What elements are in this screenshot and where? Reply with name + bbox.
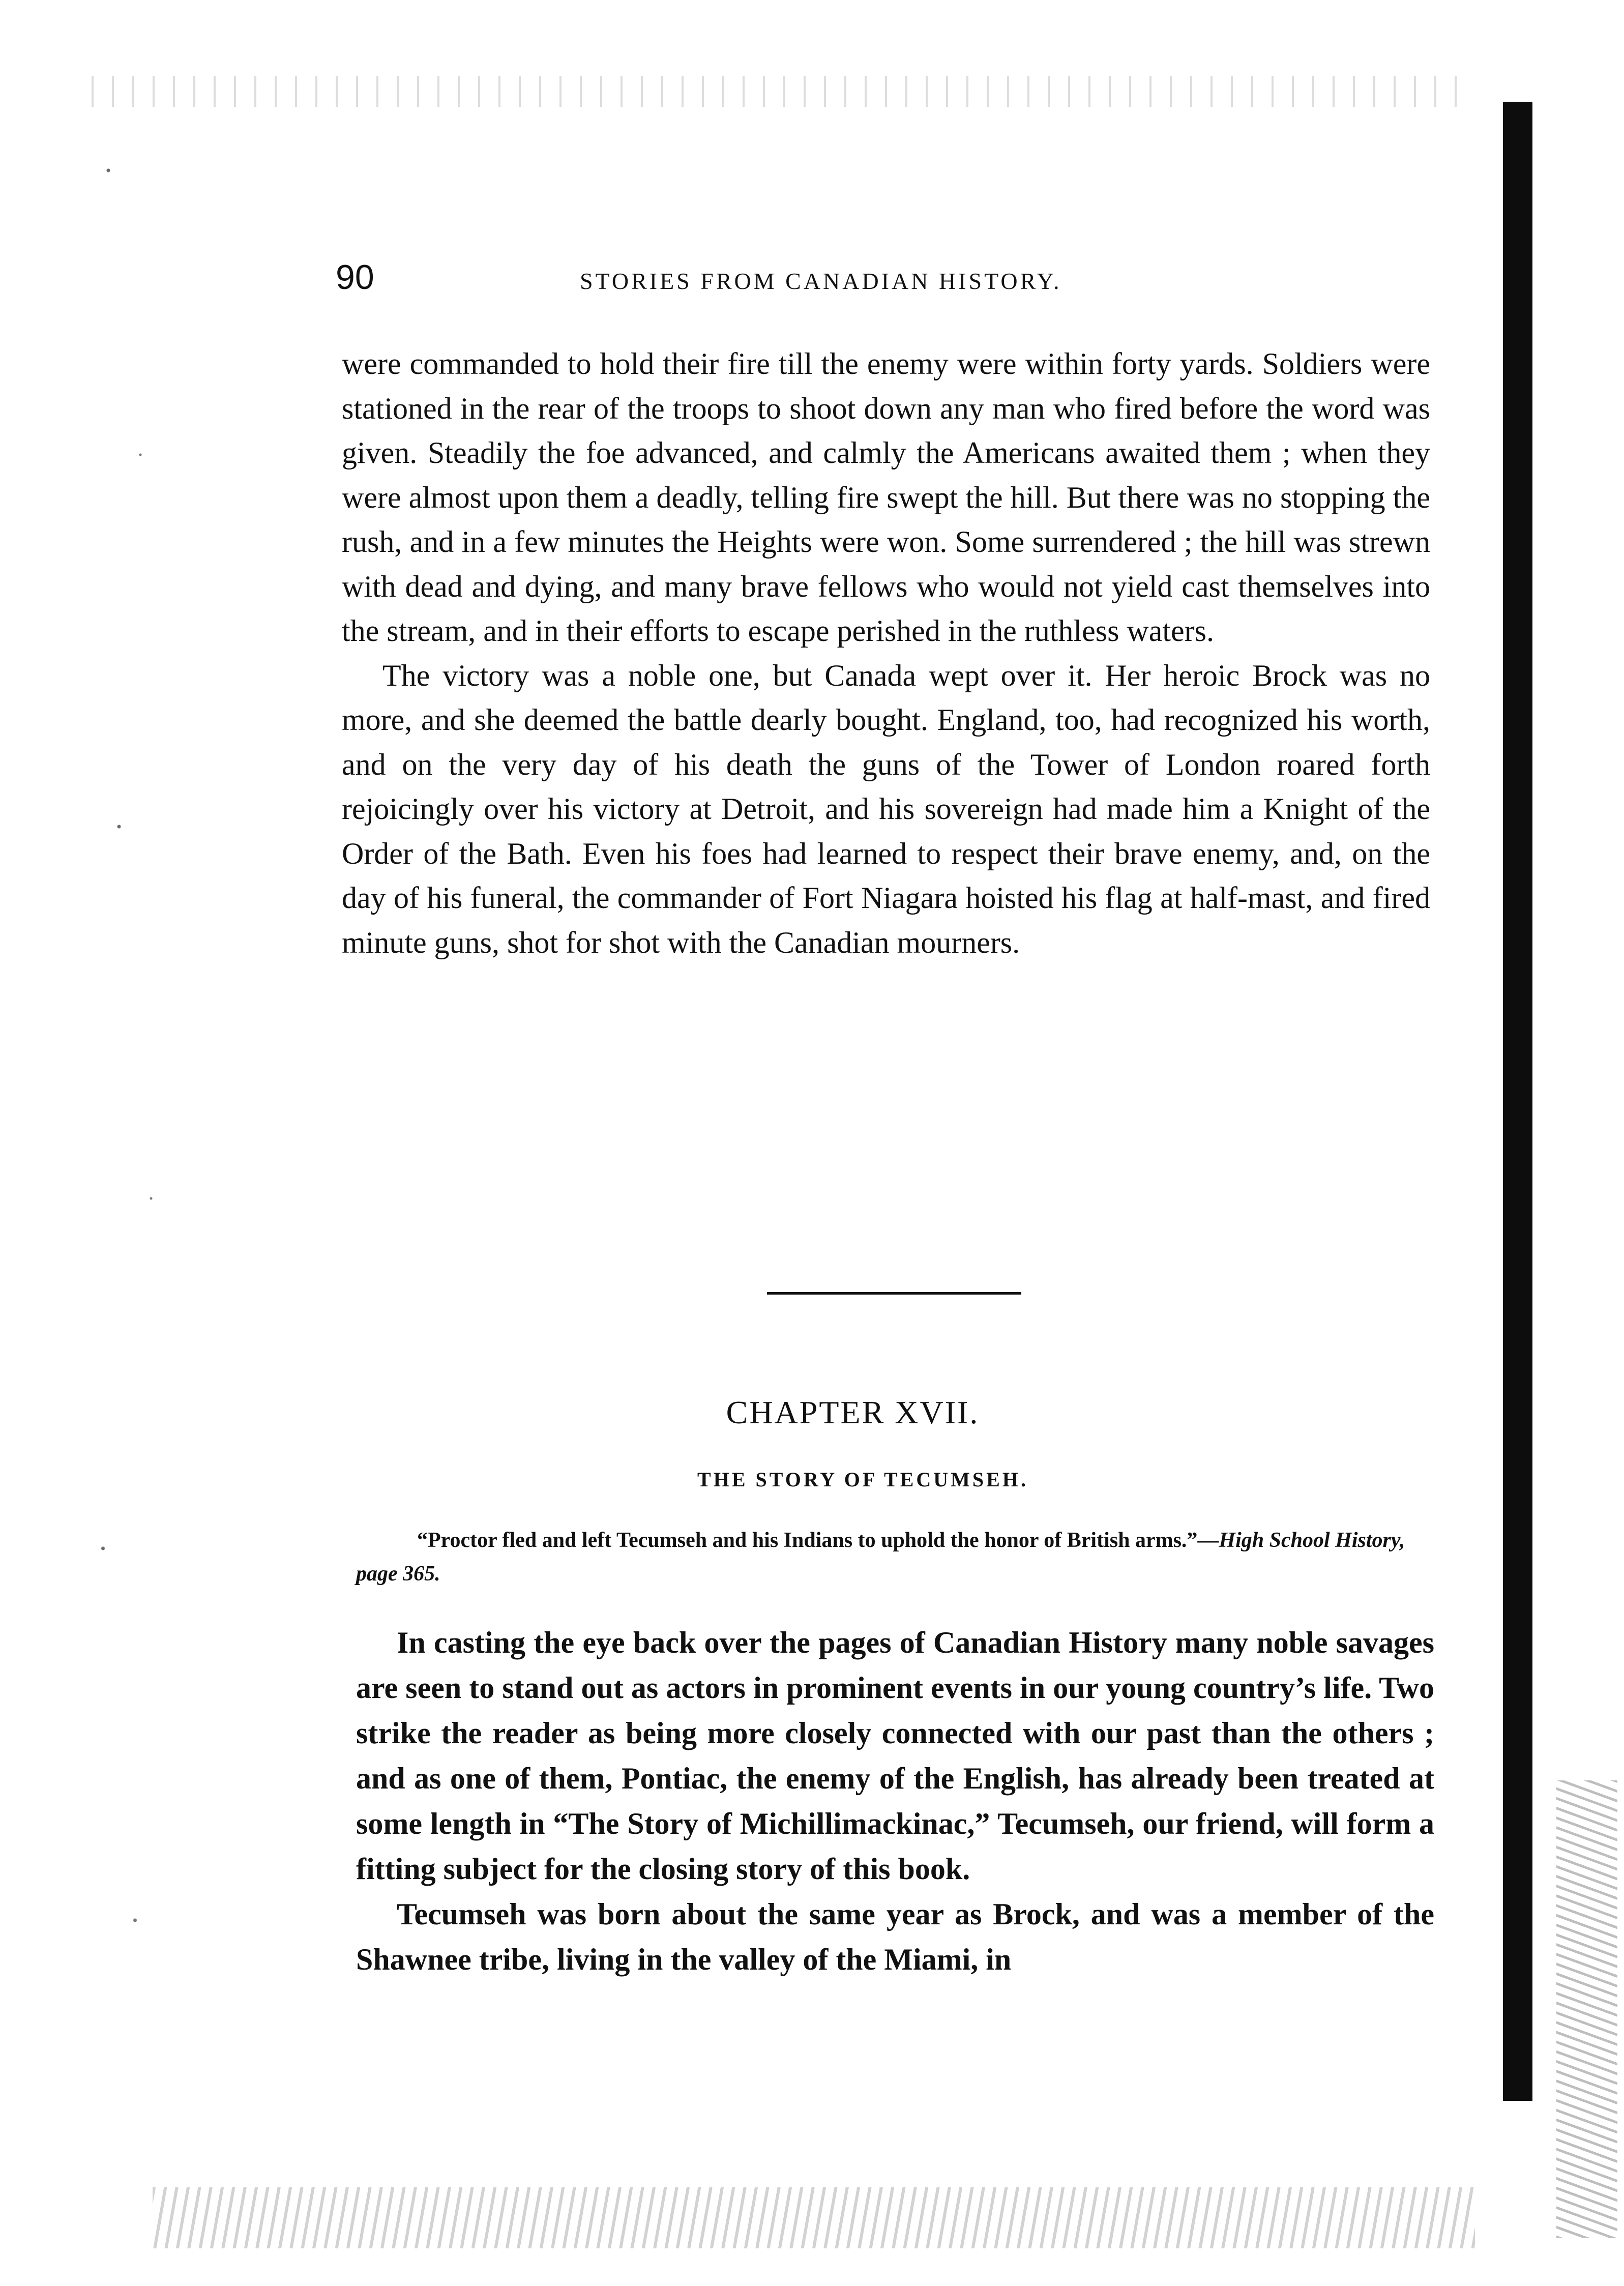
scan-edge-bar [1503,102,1532,2101]
chapter-title: CHAPTER XVII. [726,1394,980,1430]
section-divider [767,1292,1021,1295]
epigraph [356,1523,1434,1591]
paragraph: were commanded to hold their fire till the enemy were within forty yards. Soldiers were stationed in the rear of the troops to shoot down any man who fired before the word was given. Steadily the foe advanced, and calmly the Americans awaited them ; when they were almost upon them a deadly, telling fire swept the hill. But there was no stopping the rush, and in a few minutes the Heights were won. Some surrendered ; the hill was strewn with dead and dying, and many brave fellows who would not yield cast themselves into the stream, and in their efforts to escape perished in the ruthless waters. [342,347,1430,648]
running-head: STORIES FROM CANADIAN HISTORY. [580,268,1062,294]
paragraph: Tecumseh was born about the same year as Brock, and was a member of the Shawnee tribe, living in the valley of the Miami, in [356,1897,1434,1976]
epigraph-source: High School History, page 365. [356,1529,1405,1586]
chapter-subtitle: THE STORY OF TECUMSEH. [697,1468,1028,1491]
paragraph: The victory was a noble one, but Canada wept over it. Her heroic Brock was no more, and she deemed the battle dearly bought. England, too, had recognized his worth, and on the very day of his death the guns of the Tower of London roared forth rejoicingly over his victory at Detroit, and his sovereign had made him a Knight of the Order of the Bath. Even his foes had learned to respect their brave enemy, and, on the day of his funeral, the commander of Fort Niagara hoisted his flag at half-mast, and fired minute guns, shot for shot with the Canadian mourners. [342,658,1430,959]
paragraph: In casting the eye back over the pages of Canadian History many noble savages are seen to stand out as actors in prominent events in our young country’s life. Two strike the reader as being more closely connected with our past than the others ; and as one of them, Pontiac, the enemy of the English, has already been treated at some length in “The Story of Michillimackinac,” Tecumseh, our friend, will form a fitting subject for the closing story of this book. [356,1626,1434,1886]
text-block-chapter [356,1620,1434,1982]
epigraph-quote: “Proctor fled and left Tecumseh and his Indians to uphold the honor of British arms.”— [417,1529,1219,1552]
scan-noise-right [1556,1780,1617,2238]
page-number: 90 [336,258,374,297]
scan-noise-bottom [153,2187,1475,2248]
scan-noise-top [92,76,1465,107]
text-block-continued [342,342,1430,965]
page-header [336,254,1434,300]
scan-noise-left [76,61,183,2248]
